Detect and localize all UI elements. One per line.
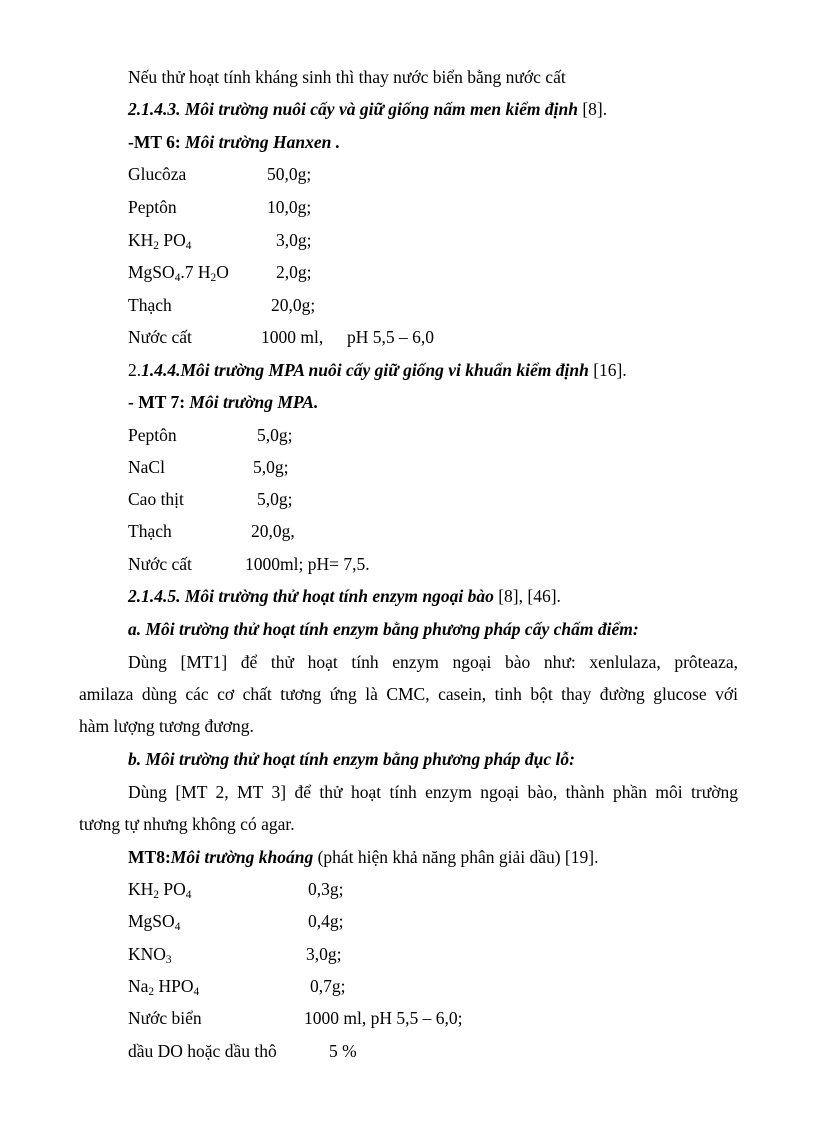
section-heading-2144-title: 1.4.4.Môi trường MPA nuôi cấy giữ giống vi khuẩn kiểm định <box>141 360 589 380</box>
mt7-item-name: NaCl <box>128 457 165 477</box>
mt6-item-value: 10,0g; <box>267 197 312 217</box>
paragraph-line: amilaza dùng các cơ chất tương ứng là CMC, casein, tinh bột thay đường glucose với <box>79 684 738 704</box>
section-heading-2143 <box>128 101 607 119</box>
mt8-item-value: 0,4g; <box>308 911 344 931</box>
mt7-item-name: Cao thịt <box>128 489 184 509</box>
mt8-item-name: dầu DO hoặc dầu thô <box>128 1041 277 1061</box>
mt6-item-value: 3,0g; <box>276 230 312 250</box>
mt7-label: - MT 7: <box>128 392 186 412</box>
mt8-desc: (phát hiện khả năng phân giải dầu) [19]. <box>317 847 599 867</box>
mt7-item-value: 20,0g, <box>251 521 295 541</box>
intro-text: Nếu thử hoạt tính kháng sinh thì thay nước biển bằng nước cất <box>128 67 566 87</box>
mt8-item-name: $KNO_3$ <box>128 944 172 966</box>
subsection-a-heading: a. Môi trường thử hoạt tính enzym bằng phương pháp cấy chấm điểm: <box>128 619 639 639</box>
section-heading-2144 <box>128 362 627 380</box>
paragraph-line: hàm lượng tương đương. <box>79 716 254 736</box>
mt6-item-name: MgSO$_4$.7 $H_2O$ <box>128 262 229 284</box>
mt6-item-extra: pH 5,5 – 6,0 <box>347 327 435 347</box>
section-heading-2144-ref: [16]. <box>593 360 627 380</box>
subsection-b-paragraph <box>79 784 738 834</box>
mt8-item-value: 0,3g; <box>308 879 344 899</box>
mt7-name: Môi trường MPA. <box>189 392 319 412</box>
mt8-item-name: Nước biển <box>128 1008 202 1028</box>
mt7-item-value: 5,0g; <box>257 489 293 509</box>
section-heading-2145 <box>128 588 561 606</box>
mt6-item-value: 1000 ml, <box>261 327 324 347</box>
mt8-title <box>128 849 598 867</box>
mt6-item-name: $KH_2$ $PO_4$ <box>128 230 192 252</box>
mt6-title <box>128 134 340 152</box>
section-heading-2145-title: 2.1.4.5. Môi trường thử hoạt tính enzym ngoại bào <box>128 586 494 606</box>
mt7-item-value: 5,0g; <box>253 457 289 477</box>
mt8-item-value: 1000 ml, pH 5,5 – 6,0; <box>304 1008 463 1028</box>
mt7-title <box>128 394 318 412</box>
section-heading-2145-ref: [8], [46]. <box>498 586 561 606</box>
mt6-item-name: Glucôza <box>128 164 187 184</box>
mt6-label: -MT 6: <box>128 132 181 152</box>
subsection-a-paragraph <box>79 654 738 736</box>
mt8-item-value: 0,7g; <box>310 976 346 996</box>
paragraph-line: tương tự nhưng không có agar. <box>79 814 295 834</box>
subsection-b-heading: b. Môi trường thử hoạt tính enzym bằng phương pháp đục lỗ: <box>128 749 576 769</box>
mt6-item-value: 50,0g; <box>267 164 312 184</box>
mt8-name: Môi trường khoáng <box>170 847 314 867</box>
mt6-item-name: Peptôn <box>128 197 177 217</box>
mt8-item-value: 3,0g; <box>306 944 342 964</box>
mt6-item-value: 2,0g; <box>276 262 312 282</box>
section-heading-2143-ref: [8]. <box>582 99 608 119</box>
mt8-item-value: 5 % <box>329 1041 357 1061</box>
mt6-item-value: 20,0g; <box>271 295 316 315</box>
mt7-item-value: 1000ml; pH= 7,5. <box>245 554 370 574</box>
mt6-name: Môi trường Hanxen . <box>185 132 341 152</box>
mt8-item-name: $Na_2$ $HPO_4$ <box>128 976 200 998</box>
mt7-item-name: Nước cất <box>128 554 192 574</box>
mt8-item-name: $KH_2$ $PO_4$ <box>128 879 192 901</box>
paragraph-line: Dùng [MT 2, MT 3] để thử hoạt tính enzym ngoại bào, thành phần môi trường <box>128 782 738 802</box>
section-heading-2144-num: 2. <box>128 360 142 380</box>
mt7-item-name: Peptôn <box>128 425 177 445</box>
mt7-item-name: Thạch <box>128 521 172 541</box>
mt6-item-name: Thạch <box>128 295 172 315</box>
mt8-label: MT8: <box>128 847 171 867</box>
mt7-item-value: 5,0g; <box>257 425 293 445</box>
section-heading-2143-title: 2.1.4.3. Môi trường nuôi cấy và giữ giống nấm men kiểm định <box>128 99 578 119</box>
mt6-item-name: Nước cất <box>128 327 192 347</box>
mt8-item-name: MgSO$_4$ <box>128 911 181 933</box>
paragraph-line: Dùng [MT1] để thử hoạt tính enzym ngoại bào như: xenlulaza, prôteaza, <box>128 652 738 672</box>
